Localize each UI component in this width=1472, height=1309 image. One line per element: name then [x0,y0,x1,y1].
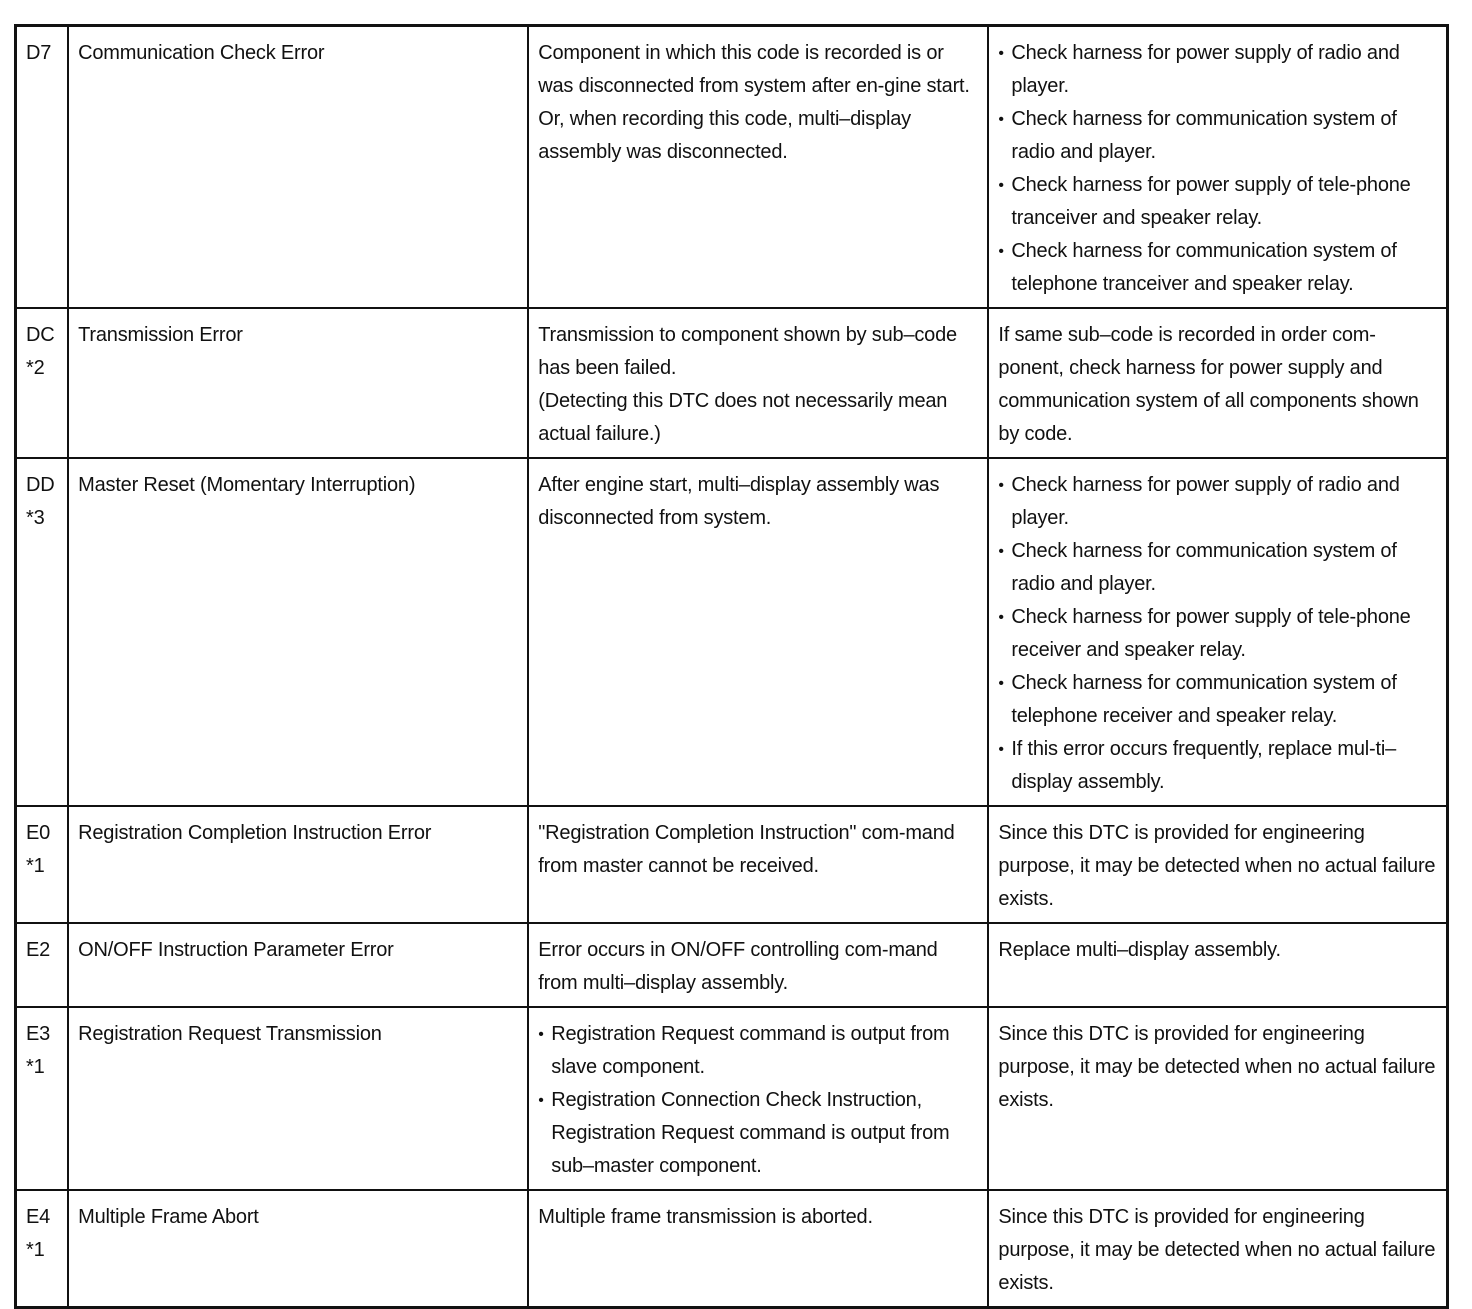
dtc-code-cell [16,806,69,923]
table-row [16,923,1448,1007]
check-area-cell [988,1190,1447,1308]
table-row [16,1007,1448,1190]
list-item: • Registration Connection Check Instruction, Registration Request command is output from sub–master component. [538,1084,979,1183]
detection-condition-text: Error occurs in ON/OFF controlling com-mand from multi–display assembly. [538,939,938,994]
detection-condition-text: Multiple frame transmission is aborted. [538,1206,873,1228]
detection-item-cell [68,1190,528,1308]
detection-item: Communication Check Error [78,42,325,64]
dtc-code-cell [16,1007,69,1190]
detection-condition-cell [528,923,988,1007]
dtc-note: *3 [26,507,45,529]
check-area-list [998,469,1438,799]
list-item: • Check harness for power supply of tele-phone receiver and speaker relay. [998,601,1438,667]
detection-item-cell [68,1007,528,1190]
list-item: • If this error occurs frequently, replace mul-ti–display assembly. [998,733,1438,799]
dtc-table-body [16,26,1448,1308]
table-row [16,458,1448,806]
detection-condition-cell [528,806,988,923]
check-area-cell [988,26,1447,309]
dtc-code: E4 [26,1206,51,1228]
detection-item-cell [68,308,528,458]
table-row [16,26,1448,309]
detection-condition-text: After engine start, multi–display assembly was disconnected from system. [538,474,940,529]
detection-condition-list [538,1018,979,1183]
detection-condition-cell [528,308,988,458]
detection-condition-text: Transmission to component shown by sub–code has been failed. [538,324,957,379]
check-area-text: Replace multi–display assembly. [998,939,1281,961]
detection-condition-cell [528,1007,988,1190]
dtc-code: DC [26,324,55,346]
list-item: • Registration Request command is output from slave component. [538,1018,979,1084]
dtc-code-cell [16,308,69,458]
table-row [16,806,1448,923]
table-row [16,308,1448,458]
list-item: • Check harness for communication system of telephone receiver and speaker relay. [998,667,1438,733]
dtc-code: E3 [26,1023,51,1045]
check-area-cell [988,806,1447,923]
check-area-text: Since this DTC is provided for engineering purpose, it may be detected when no actual failure exists. [998,1206,1436,1294]
dtc-note: *1 [26,855,45,877]
dtc-table [14,24,1449,1309]
list-item: • Check harness for power supply of tele-phone tranceiver and speaker relay. [998,169,1438,235]
check-area-cell [988,458,1447,806]
dtc-code-cell [16,458,69,806]
dtc-note: *2 [26,357,45,379]
check-area-cell [988,923,1447,1007]
detection-condition-text: "Registration Completion Instruction" com-mand from master cannot be received. [538,822,955,877]
check-area-text: Since this DTC is provided for engineering purpose, it may be detected when no actual failure exists. [998,822,1436,910]
list-item: • Check harness for communication system of telephone tranceiver and speaker relay. [998,235,1438,301]
check-area-cell [988,308,1447,458]
dtc-code-cell [16,1190,69,1308]
detection-item-cell [68,458,528,806]
detection-item-cell [68,26,528,309]
dtc-code-cell [16,923,69,1007]
check-area-text: If same sub–code is recorded in order com-ponent, check harness for power supply and communication system of all components shown by code. [998,324,1419,445]
detection-item: ON/OFF Instruction Parameter Error [78,939,394,961]
check-area-text: Since this DTC is provided for engineering purpose, it may be detected when no actual failure exists. [998,1023,1436,1111]
detection-item: Registration Request Transmission [78,1023,382,1045]
dtc-code: E2 [26,939,51,961]
detection-item: Transmission Error [78,324,243,346]
detection-condition-cell [528,458,988,806]
check-area-cell [988,1007,1447,1190]
dtc-code: DD [26,474,55,496]
detection-item: Multiple Frame Abort [78,1206,259,1228]
dtc-note: *1 [26,1056,45,1078]
detection-item-cell [68,923,528,1007]
dtc-note: *1 [26,1239,45,1261]
detection-condition-cell [528,26,988,309]
dtc-code: D7 [26,42,52,64]
list-item: • Check harness for communication system of radio and player. [998,535,1438,601]
detection-item-cell [68,806,528,923]
detection-condition-text: (Detecting this DTC does not necessarily mean actual failure.) [538,390,948,445]
list-item: • Check harness for power supply of radio and player. [998,469,1438,535]
dtc-code-cell [16,26,69,309]
detection-condition-cell [528,1190,988,1308]
detection-item: Registration Completion Instruction Error [78,822,432,844]
detection-item: Master Reset (Momentary Interruption) [78,474,416,496]
check-area-list [998,37,1438,301]
list-item: • Check harness for communication system of radio and player. [998,103,1438,169]
dtc-code: E0 [26,822,51,844]
table-row [16,1190,1448,1308]
detection-condition-text: Component in which this code is recorded is or was disconnected from system after en-gine start. Or, when recording this code, multi–display assembly was disconnected. [538,42,970,163]
list-item: • Check harness for power supply of radio and player. [998,37,1438,103]
